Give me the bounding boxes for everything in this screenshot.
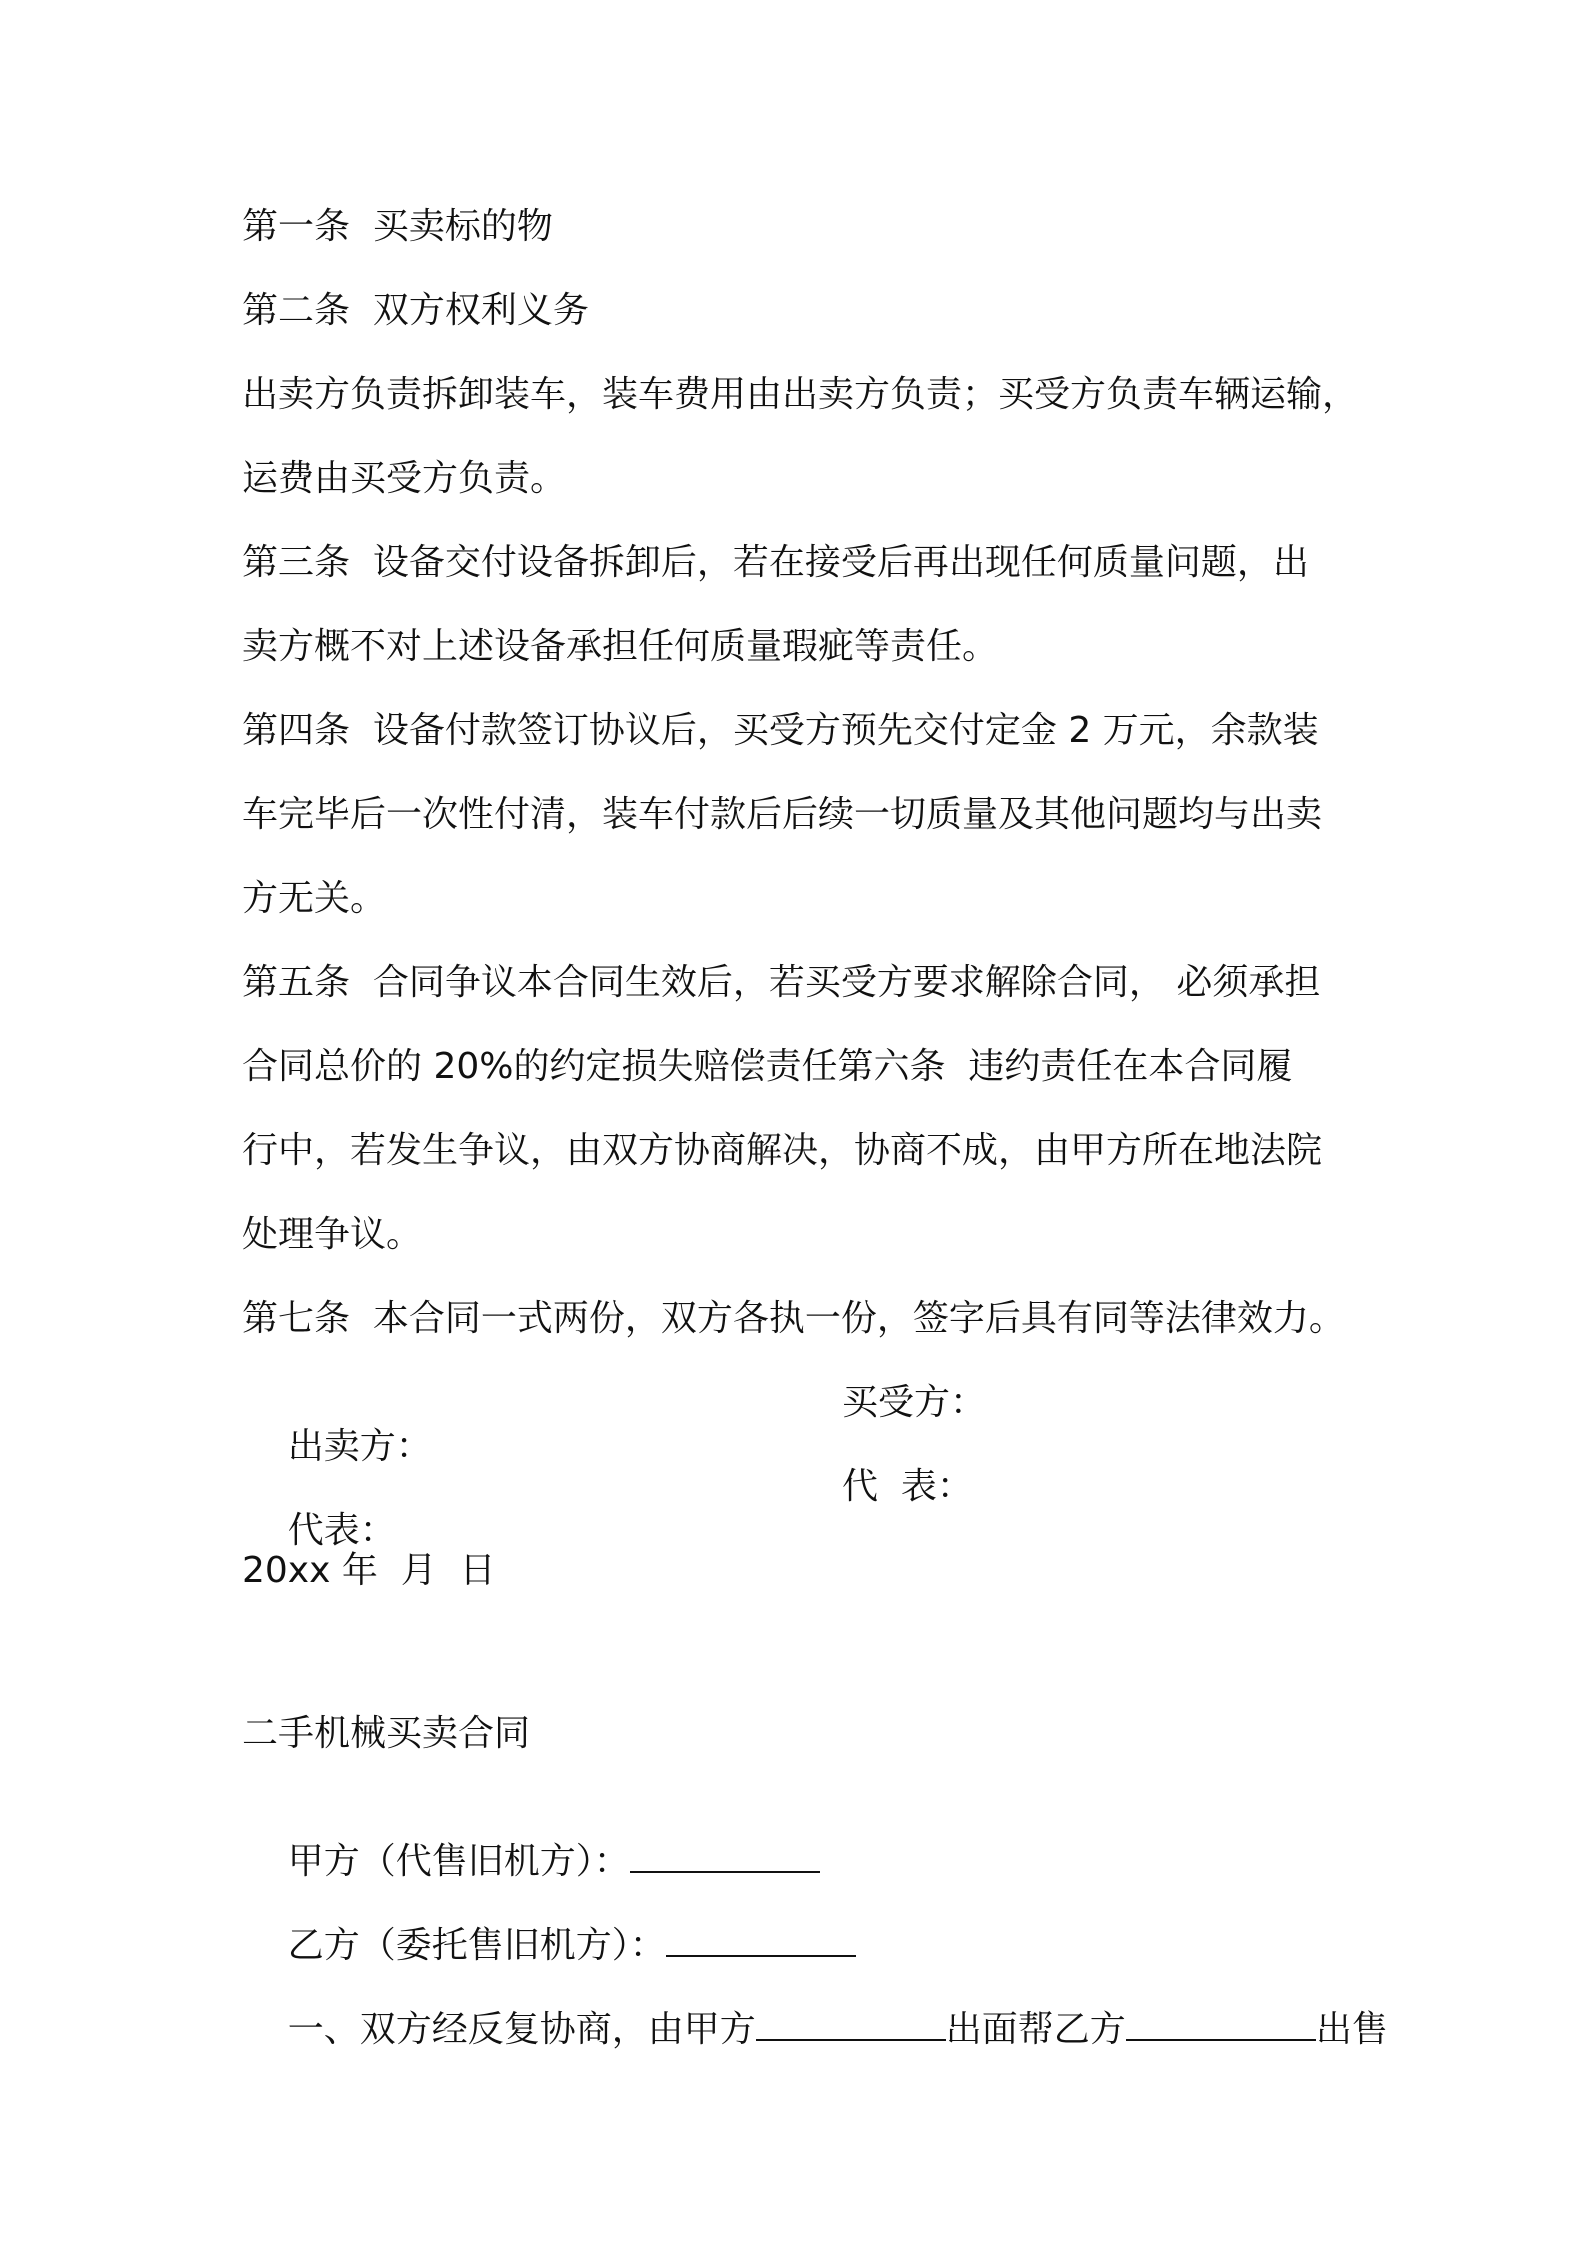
party-b-label: 乙方（委托售旧机方）： [287, 1925, 666, 1966]
article-3-line: 第三条 设备交付设备拆卸后，若在接受后再出现任何质量问题，出 [242, 542, 1309, 583]
article-2-heading: 第二条 双方权利义务 [242, 290, 589, 331]
body-line: 出卖方负责拆卸装车，装车费用由出卖方负责；买受方负责车辆运输， [242, 374, 1359, 415]
rep-label-right: 代 表： [842, 1466, 973, 1507]
buyer-label: 买受方： [842, 1382, 987, 1423]
clause-1-line [242, 1964, 1388, 2096]
body-line: 处理争议。 [242, 1214, 423, 1255]
article-1-heading: 第一条 买卖标的物 [242, 206, 553, 247]
rep-label-left: 代表： [287, 1510, 396, 1551]
article-7-line: 第七条 本合同一式两份，双方各执一份，签字后具有同等法律效力。 [242, 1298, 1345, 1339]
body-line: 车完毕后一次性付清，装车付款后后续一切质量及其他问题均与出卖 [242, 794, 1323, 835]
seller-label: 出卖方： [287, 1426, 432, 1467]
article-5-line: 第五条 合同争议本合同生效后，若买受方要求解除合同， 必须承担 [242, 962, 1321, 1003]
party-b-blank [666, 1925, 856, 1957]
clause-1-part-2: 出面帮乙方 [945, 2009, 1126, 2050]
body-line: 合同总价的 20%的约定损失赔偿责任第六条 违约责任在本合同履 [242, 1046, 1293, 1087]
clause-1-part-3: 出售 [1315, 2009, 1388, 2050]
body-line: 行中，若发生争议，由双方协商解决，协商不成，由甲方所在地法院 [242, 1130, 1323, 1171]
body-line: 运费由买受方负责。 [242, 458, 567, 499]
party-a-label: 甲方（代售旧机方）： [287, 1841, 630, 1882]
party-a-blank [630, 1841, 820, 1873]
clause-1-blank-b [1126, 2009, 1316, 2041]
clause-1-part-1: 一、双方经反复协商，由甲方 [287, 2009, 756, 2050]
contract2-title: 二手机械买卖合同 [242, 1713, 531, 1754]
clause-1-blank-a [756, 2009, 946, 2041]
signature-date: 20xx 年 月 日 [242, 1550, 496, 1591]
body-line: 方无关。 [242, 878, 387, 919]
body-line: 卖方概不对上述设备承担任何质量瑕疵等责任。 [242, 626, 999, 667]
article-4-line: 第四条 设备付款签订协议后，买受方预先交付定金 2 万元，余款装 [242, 710, 1319, 751]
